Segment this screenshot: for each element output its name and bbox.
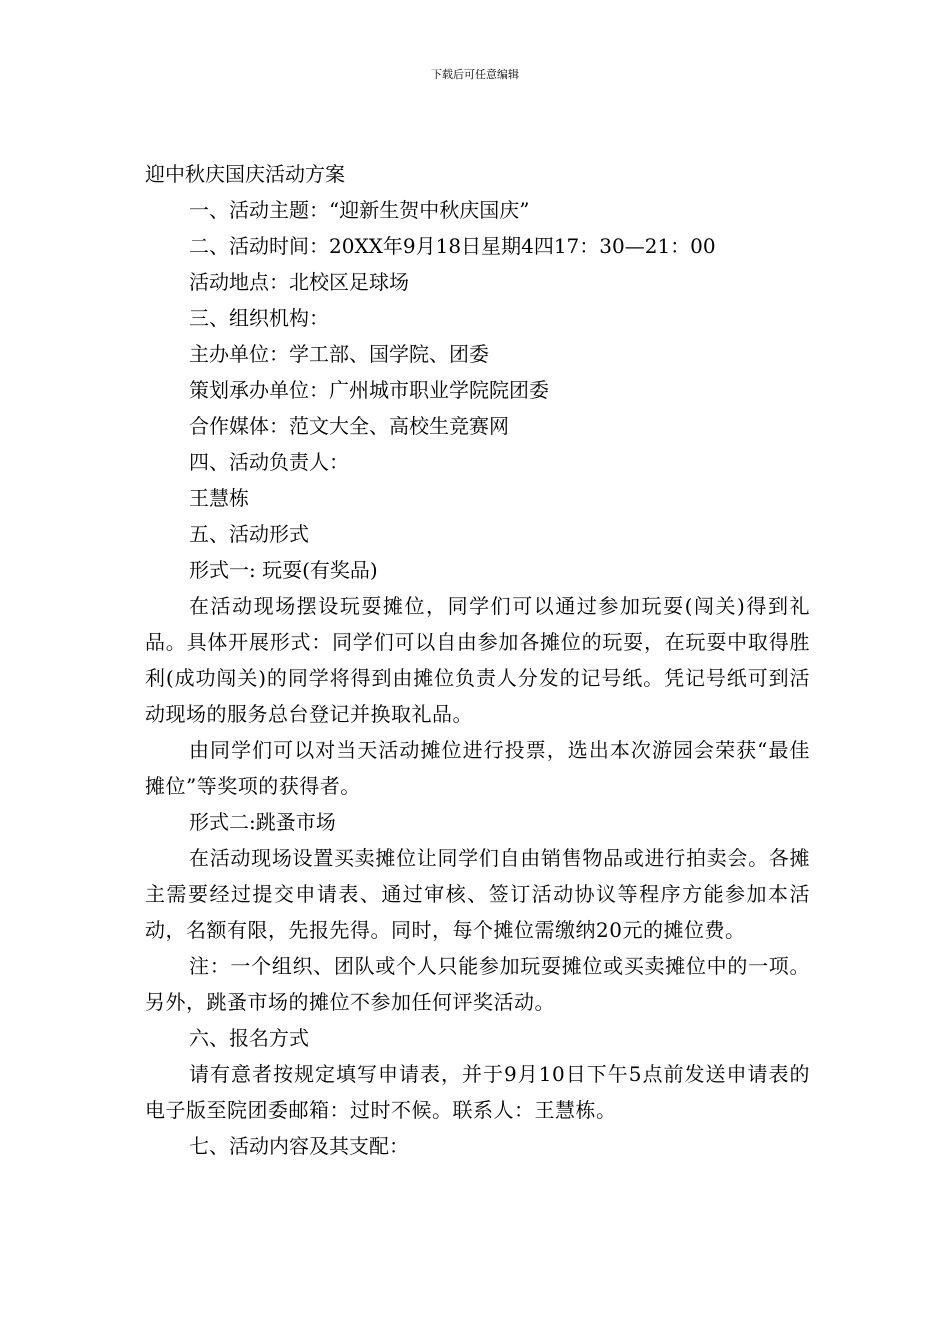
content-heading: 七、活动内容及其支配： bbox=[189, 1134, 409, 1158]
activity-location-line: 活动地点：北校区足球场 bbox=[189, 270, 409, 294]
media-partner-line: 合作媒体：范文大全、高校生竞赛网 bbox=[189, 414, 509, 438]
form-one-paragraph: 在活动现场摆设玩耍摊位，同学们可以通过参加玩耍(闯关)得到礼品。具体开展形式：同学们可以自由参加各摊位的玩耍，在玩耍中取得胜利(成功闯关)的同学将得到由摊位负责人分发的记号纸。凭记号纸可到活动现场的服务总台登记并换取礼品。 bbox=[145, 594, 810, 726]
document-title: 迎中秋庆国庆活动方案 bbox=[145, 162, 345, 186]
signup-paragraph: 请有意者按规定填写申请表，并于9月10日下午5点前发送申请表的电子版至院团委邮箱：过时不候。联系人：王慧栋。 bbox=[145, 1062, 810, 1122]
host-unit-line: 主办单位：学工部、国学院、团委 bbox=[189, 342, 489, 366]
signup-heading: 六、报名方式 bbox=[189, 1026, 309, 1050]
organization-heading: 三、组织机构： bbox=[189, 306, 329, 330]
organizer-unit-line: 策划承办单位：广州城市职业学院院团委 bbox=[189, 378, 549, 402]
form-one-heading: 形式一: 玩耍(有奖品) bbox=[189, 558, 378, 582]
activity-time-line: 二、活动时间：20XX年9月18日星期4四17：30—21：00 bbox=[189, 234, 716, 258]
flea-market-paragraph: 在活动现场设置买卖摊位让同学们自由销售物品或进行拍卖会。各摊主需要经过提交申请表、通过审核、签订活动协议等程序方能参加本活动，名额有限，先报先得。同时，每个摊位需缴纳20元的摊位费。 bbox=[145, 846, 810, 942]
activity-theme-line: 一、活动主题：“迎新生贺中秋庆国庆” bbox=[189, 198, 530, 222]
activity-form-heading: 五、活动形式 bbox=[189, 522, 309, 546]
header-note: 下载后可任意编辑 bbox=[431, 68, 519, 81]
document-body bbox=[145, 156, 810, 1164]
form-two-heading: 形式二:跳蚤市场 bbox=[189, 810, 336, 834]
responsible-heading: 四、活动负责人： bbox=[189, 450, 349, 474]
responsible-name: 王慧栋 bbox=[189, 486, 249, 510]
voting-paragraph: 由同学们可以对当天活动摊位进行投票，选出本次游园会荣获“最佳摊位”等奖项的获得者。 bbox=[145, 738, 810, 798]
note-paragraph: 注：一个组织、团队或个人只能参加玩耍摊位或买卖摊位中的一项。另外，跳蚤市场的摊位不参加任何评奖活动。 bbox=[145, 954, 810, 1014]
